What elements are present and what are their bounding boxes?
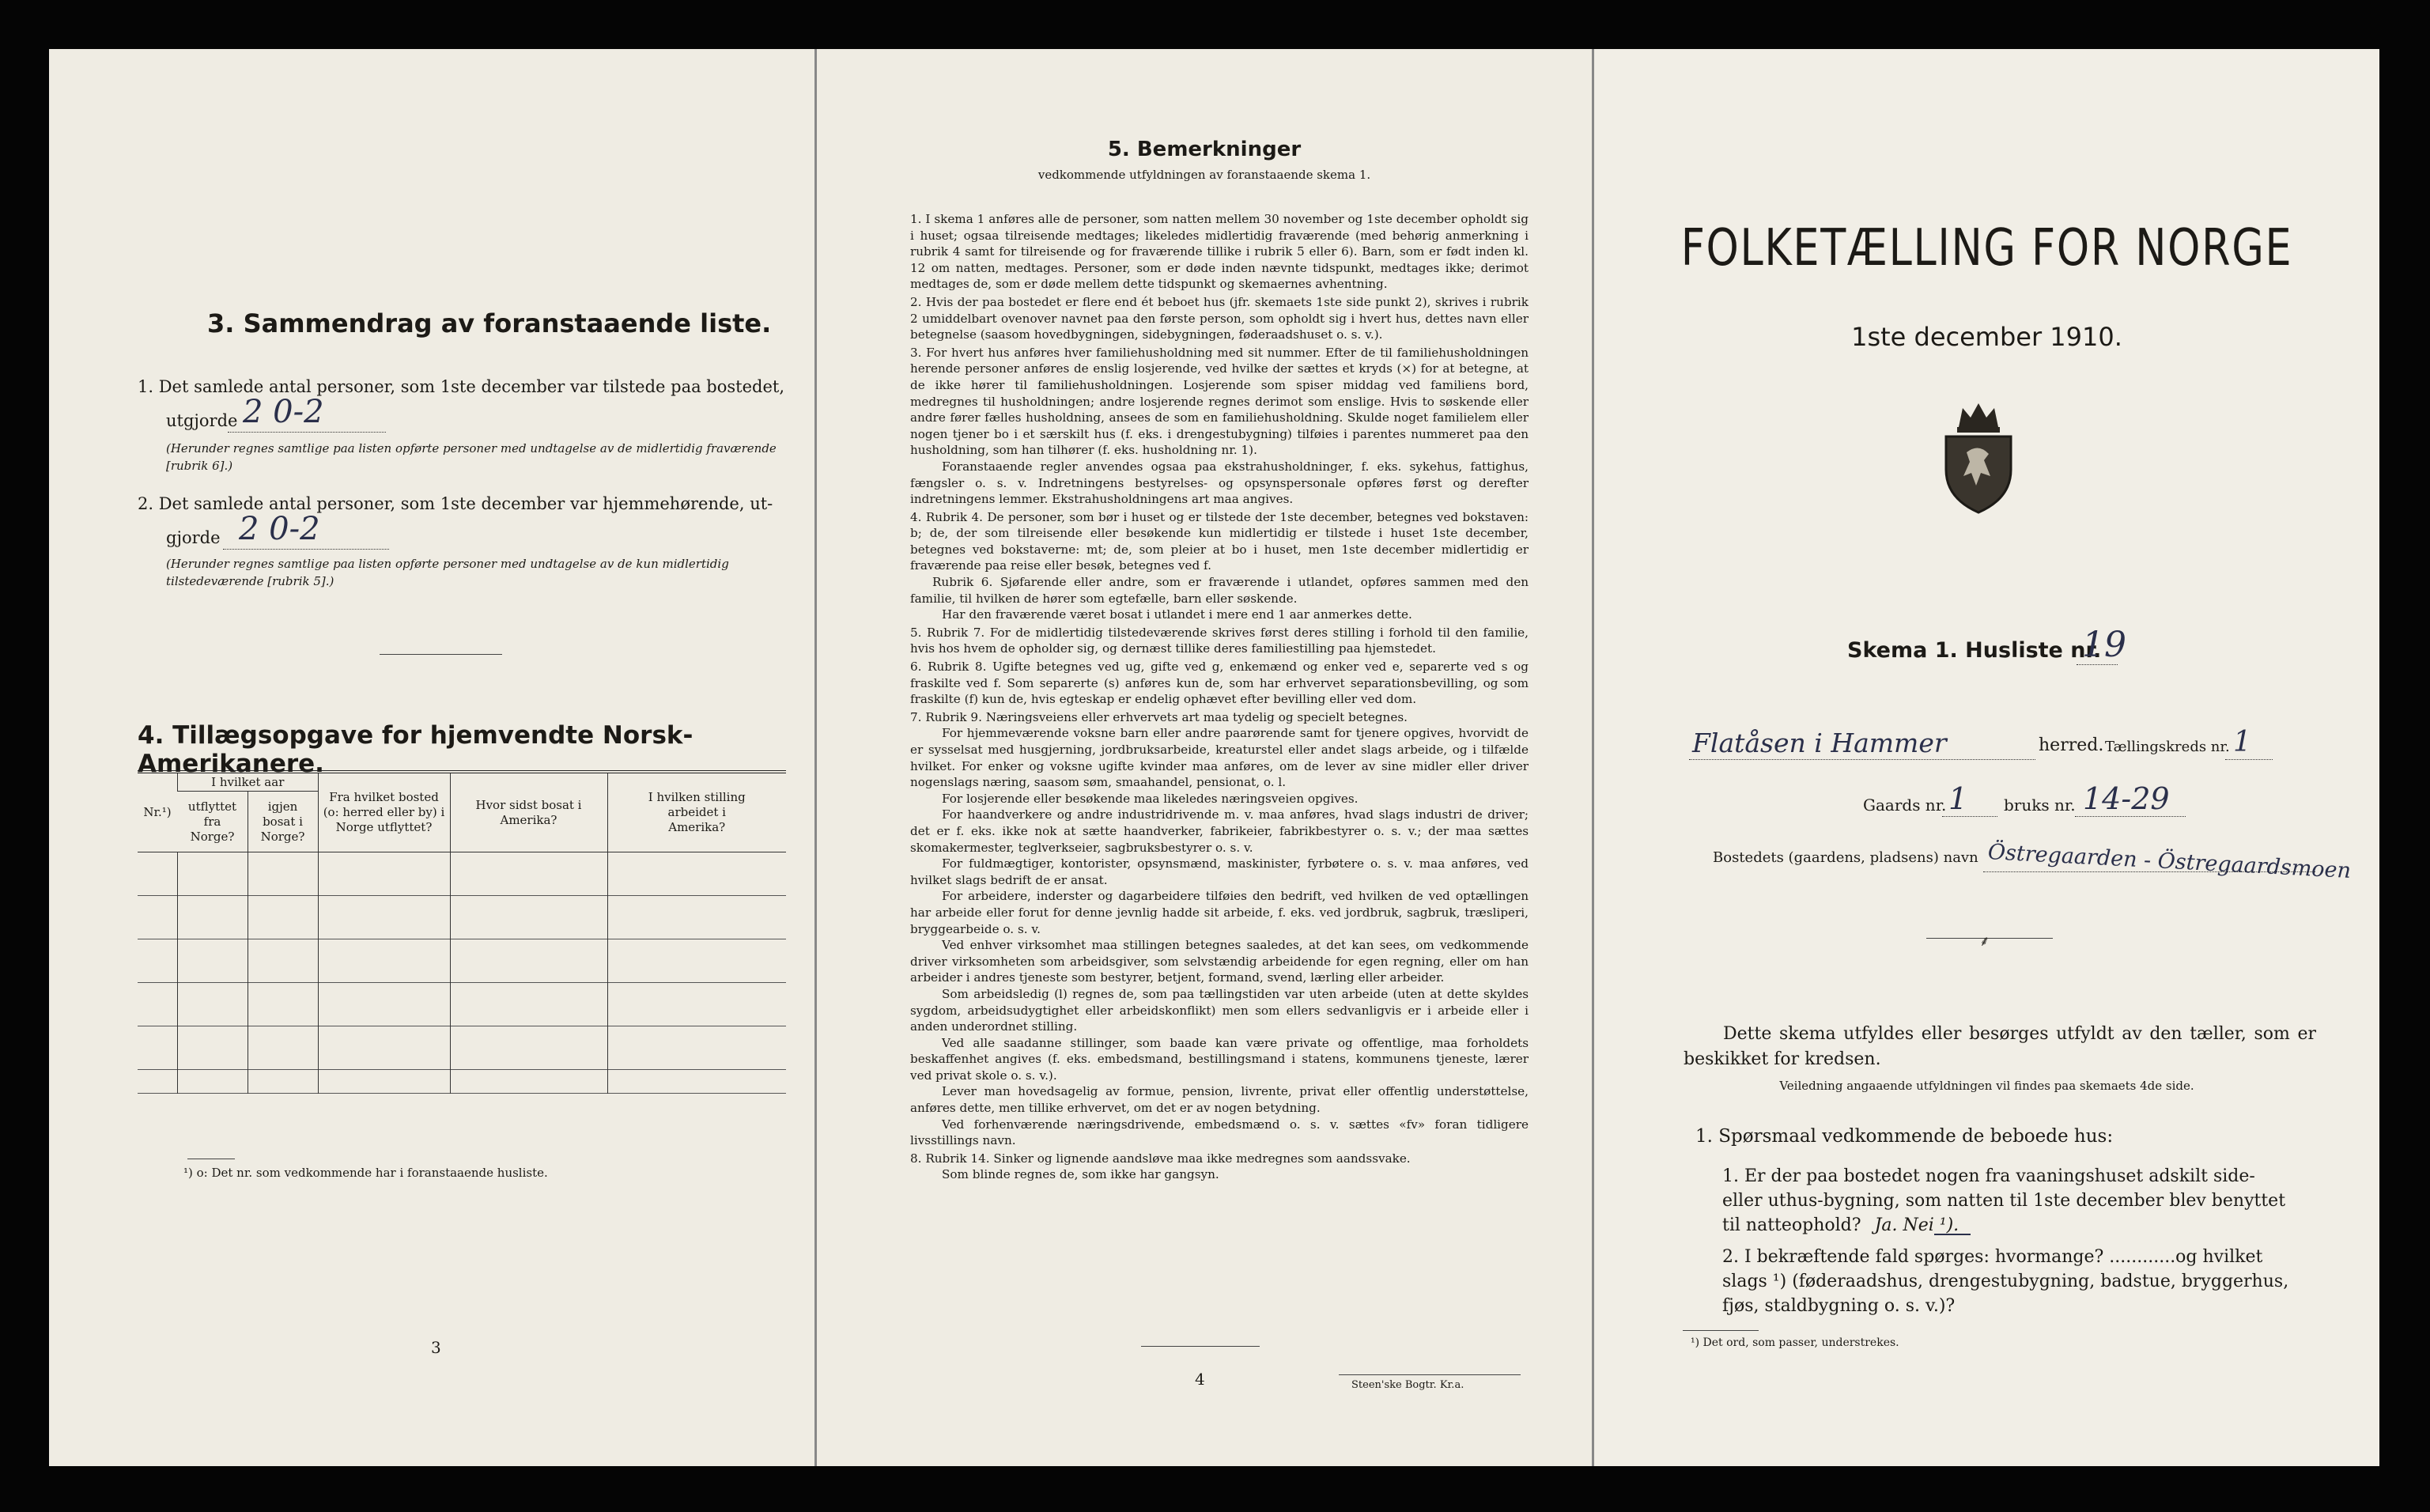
bosted-handwritten: Östregaarden - Östregaardsmoen <box>1987 840 2352 884</box>
question-2: 2. I bekræftende fald spørges: hvormange? ............og hvilket slags ¹) (føderaadshus, drengestubygning, badstue, bryggerhus, fjøs, staldbygning o. s. v.)? <box>1722 1247 2289 1316</box>
remark-paragraph: For losjerende eller besøkende maa likeledes næringsveien opgives. <box>942 791 1359 806</box>
col-stilling: I hvilken stilling arbeidet i Amerika? <box>607 772 786 852</box>
printer-credit: Steen'ske Bogtr. Kr.a. <box>1351 1379 1464 1391</box>
remark-paragraph: 3. For hvert hus anføres hver familiehusholdning med sit nummer. Efter de til familiehusholdningen herende personer anføres de enslig losjerende, ved hvilke der sættes et kryds (×) for at betegne, at de ikke hører til familiehusholdningen. Losjerende som spiser middag ved familiens bord, medregnes til husholdningen; andre losjerende regnes derimot som enslige. Hvis to søskende eller andre fører fælles husholdning, ansees de som en familiehusholdning. Skulde noget familielem eller nogen tjener bo i et særskilt hus (f. eks. i drengestubygning) tilføies i parentes nummeret paa den husholdning, som han tilhører (f. eks. husholdning nr. 1). <box>910 345 1529 458</box>
remark-paragraph: Lever man hovedsagelig av formue, pension, livrente, privat eller offentlig understøttelse, anføres dette, men tillike erhvervet, om det er av nogen betydning. <box>910 1084 1529 1116</box>
page-number-3: 3 <box>431 1338 441 1357</box>
remark-paragraph: Ved enhver virksomhet maa stillingen betegnes saaledes, at det kan sees, om vedkommende driver virksomheten som arbeidsgiver, som selvstændig arbeidende for egen regning, eller om han arbeider i andres tjeneste som bestyrer, betjent, formand, svend, lærling eller arbeider. <box>910 938 1529 985</box>
herred-underline <box>1689 759 2035 760</box>
bruks-underline <box>2075 816 2186 817</box>
remark-paragraph: 4. Rubrik 4. De personer, som bør i huset og er tilstede der 1ste december, betegnes ved bokstaven: b; de, der som tilreisende eller besøkende kun midlertidig er tilstede i huset 1ste december, betegnes ved bokstaverne: mt; de, som pleier at bo i huset, men 1ste december midlertidig er fraværende paa reise eller besøk, betegnes ved f. <box>910 509 1529 573</box>
item-1-underline <box>228 432 386 433</box>
page-4 <box>817 49 1592 1466</box>
item-2-underline <box>223 549 389 550</box>
summary-item-1: 1. Det samlede antal personer, som 1ste december var tilstede paa bostedet, <box>138 377 785 396</box>
veiledning-text: Veiledning angaaende utfyldningen vil findes paa skemaets 4de side. <box>1779 1079 2194 1093</box>
census-date: 1ste december 1910. <box>1851 322 2122 352</box>
table-row <box>138 983 786 1026</box>
col-utflyttet: utflyttet fra Norge? <box>187 799 237 844</box>
remark-paragraph: Som arbeidsledig (l) regnes de, som paa tællingstiden var uten arbeide (uten at dette skyldes sygdom, arbeidsudygtighet eller arbeidskonflikt) men som ellers sedvanligvis er i arbeide eller i anden underordnet stilling. <box>910 986 1529 1034</box>
remark-paragraph: 1. I skema 1 anføres alle de personer, som natten mellem 30 november og 1ste december opholdt sig i huset; ogsaa tilreisende medtages; likeledes midlertidig fraværende (med behørig anmerkning i rubrik 4 samt for tilreisende og for fraværende tillike i rubrik 5 eller 6). Barn, som er født inden kl. 12 om natten, medtages. Personer, som er døde inden nævnte tidspunkt, medtages ikke; derimot medtages de, som er døde mellem dette tidspunkt og skemaernes avhentning. <box>910 212 1529 292</box>
remark-paragraph: For fuldmægtiger, kontorister, opsynsmænd, maskinister, fyrbøtere o. s. v. maa anføres, ved hvilket slags bedrift de er ansat. <box>910 856 1529 887</box>
col-nr: Nr.¹) <box>143 805 172 819</box>
col-igjen: igjen bosat i Norge? <box>248 792 318 852</box>
remark-paragraph: Rubrik 6. Sjøfarende eller andre, som er fraværende i utlandet, opføres sammen med den familie, til hvilken de hører som egtefælle, barn eller søskende. <box>910 575 1529 606</box>
col-group-year: I hvilket aar <box>178 772 319 792</box>
bruks-label: bruks nr. <box>2004 796 2076 815</box>
remark-paragraph: Som blinde regnes de, som ikke har gangsyn. <box>942 1167 1219 1182</box>
remark-paragraph: Ved alle saadanne stillinger, som baade kan være private og offentlige, maa forholdets beskaffenhet angives (f. eks. embedsmand, bestillingsmand i statens, kommunens tjeneste, lærer ved privat skole o. s. v.). <box>910 1035 1529 1083</box>
remark-paragraph: 5. Rubrik 7. For de midlertidig tilstedeværende skrives først deres stilling i forhold til den familie, hvis hos hvem de opholder sig, og dernæst tillike deres familiestilling paa hjemstedet. <box>910 625 1529 656</box>
item-2-lead: gjorde <box>166 528 221 547</box>
col-hvor: Hvor sidst bosat i Amerika? <box>450 772 607 852</box>
bosted-label: Bostedets (gaardens, pladsens) navn <box>1713 849 1978 866</box>
remark-paragraph: Ved forhenværende næringsdrivende, embedsmænd o. s. v. sættes «fv» foran tidligere livsstillings navn. <box>910 1117 1529 1148</box>
gaards-label: Gaards nr. <box>1863 796 1947 815</box>
table-row <box>138 939 786 983</box>
section-3-title: 3. Sammendrag av foranstaaende liste. <box>207 308 772 338</box>
kreds-underline <box>2225 759 2273 760</box>
section-4-title: 4. Tillægsopgave for hjemvendte Norsk-Amerikanere. <box>138 721 693 778</box>
remarks-body <box>910 211 1529 1183</box>
nei-underline-mark <box>1934 1234 1971 1235</box>
ornament-icon: ⸙ <box>1979 933 1990 950</box>
norsk-amerikanere-table <box>138 770 786 1094</box>
bruks-value: 14-29 <box>2083 781 2170 816</box>
item-1-handwritten-count: 2 0-2 <box>243 394 324 430</box>
bosted-underline <box>1983 871 2315 872</box>
instructions-text: Dette skema utfyldes eller besørges utfyldt av den tæller, som er beskikket for kredsen. <box>1684 1024 2316 1069</box>
remarks-subtitle: vedkommende utfyldningen av foranstaaende skema 1. <box>1037 168 1371 182</box>
remark-paragraph: 8. Rubrik 14. Sinker og lignende aandsløve maa ikke medregnes som aandssvake. <box>910 1151 1411 1166</box>
remark-paragraph: 7. Rubrik 9. Næringsveiens eller erhvervets art maa tydelig og specielt betegnes. <box>910 709 1408 724</box>
footnote-rule <box>1683 1330 1759 1331</box>
page-1-cover <box>1594 49 2379 1466</box>
item-1-note: (Herunder regnes samtlige paa listen opførte personer med undtagelse av de midlertidig fraværende [rubrik 6].) <box>166 441 777 473</box>
kreds-value: 1 <box>2233 726 2251 758</box>
item-2-note: (Herunder regnes samtlige paa listen opførte personer med undtagelse av de kun midlertidig tilstedeværende [rubrik 5].) <box>166 557 729 588</box>
schema-label: Skema 1. Husliste nr. <box>1847 638 2102 663</box>
remark-paragraph: For arbeidere, inderster og dagarbeidere tilføies den bedrift, ved hvilken de ved optællingen har arbeide eller forut for denne jevnlig hadde sit arbeide, f. eks. ved jordbruk, sagbruk, træsliperi, bryggearbeide o. s. v. <box>910 889 1529 936</box>
remark-paragraph: Foranstaaende regler anvendes ogsaa paa ekstrahusholdninger, f. eks. sykehus, fattighus, fængsler o. s. v. Indretningens bestyrelses- og opsynspersonale opføres først og derefter indretningens lemmer. Ekstrahusholdningens art maa angives. <box>910 459 1529 507</box>
husliste-number: 19 <box>2082 625 2126 665</box>
gaards-value: 1 <box>1948 781 1968 816</box>
printer-rule <box>1339 1374 1521 1375</box>
table-row <box>138 1026 786 1070</box>
gaards-underline <box>1942 816 1997 817</box>
husliste-underline <box>2077 664 2118 665</box>
remarks-title: 5. Bemerkninger <box>1107 138 1302 161</box>
page-3 <box>49 49 814 1466</box>
question-1-answer: Ja. Nei ¹). <box>1874 1215 1959 1235</box>
divider <box>380 654 502 655</box>
summary-item-2: 2. Det samlede antal personer, som 1ste december var hjemmehørende, ut- <box>138 494 773 513</box>
remark-paragraph: 2. Hvis der paa bostedet er flere end ét beboet hus (jfr. skemaets 1ste side punkt 2), skrives i rubrik 2 umiddelbart ovenover navnet paa den første person, som opholdt sig i hvert hus, dettes navn eller betegnelse (saasom hovedbygningen, sidebygningen, føderaadshuset o. s. v.). <box>910 294 1529 342</box>
question-1-text: 1. Er der paa bostedet nogen fra vaaningshuset adskilt side- eller uthus-bygning, som natten til 1ste december blev benyttet til natteophold? <box>1722 1166 2286 1235</box>
item-2-handwritten-count: 2 0-2 <box>239 511 320 547</box>
col-fra: Fra hvilket bosted (o: herred eller by) i Norge utflyttet? <box>318 772 450 852</box>
remark-paragraph: 6. Rubrik 8. Ugifte betegnes ved ug, gifte ved g, enkemænd og enker ved e, separerte ved s og fraskilte ved f. Som separerte (s) anføres kun de, som har erhvervet separationsbevilling, og som fraskilte (f) kun de, hvis egteskap er endelig ophævet efter bevilling eller ved dom. <box>910 660 1529 707</box>
main-title: FOLKETÆLLING FOR NORGE <box>1680 219 2293 278</box>
remark-paragraph: Har den fraværende været bosat i utlandet i mere end 1 aar anmerkes dette. <box>942 607 1412 622</box>
remark-paragraph: For haandverkere og andre industridrivende m. v. maa anføres, hvad slags industri de driver; det er f. eks. ikke nok at sætte haandverker, fabrikeier, fabrikbestyrer o. s. v.; der maa sættes skomakermester, teglverkseier, sagbruksbestyrer o. s. v. <box>910 807 1529 855</box>
remark-paragraph: For hjemmeværende voksne barn eller andre paarørende samt for tjenere opgives, hvorvidt de er sysselsat med husgjerning, jordbruksarbeide, kreaturstel eller andet slags arbeide, og i tilfælde hvilket. For enker og voksne ugifte kvinder maa anføres, om de lever av sine midler eller driver nogenslags næring, saasom søm, smaahandel, pensionat, o. l. <box>910 726 1529 790</box>
herred-label: herred. <box>2039 735 2104 755</box>
kreds-label: Tællingskreds nr. <box>2105 739 2230 755</box>
questions-title: 1. Spørsmaal vedkommende de beboede hus: <box>1695 1126 2114 1147</box>
page-number-4: 4 <box>1195 1370 1205 1389</box>
footnote: ¹) Det ord, som passer, understrekes. <box>1691 1336 1899 1349</box>
herred-handwritten: Flatåsen i Hammer <box>1692 728 1947 758</box>
table-row <box>138 896 786 939</box>
table-row <box>138 852 786 896</box>
table-row <box>138 1070 786 1094</box>
item-1-lead: utgjorde <box>166 411 238 430</box>
footnote: ¹) o: Det nr. som vedkommende har i foranstaaende husliste. <box>183 1166 548 1180</box>
divider <box>1141 1346 1260 1347</box>
question-1 <box>1722 1164 2300 1238</box>
coat-of-arms-icon <box>1935 397 2022 516</box>
